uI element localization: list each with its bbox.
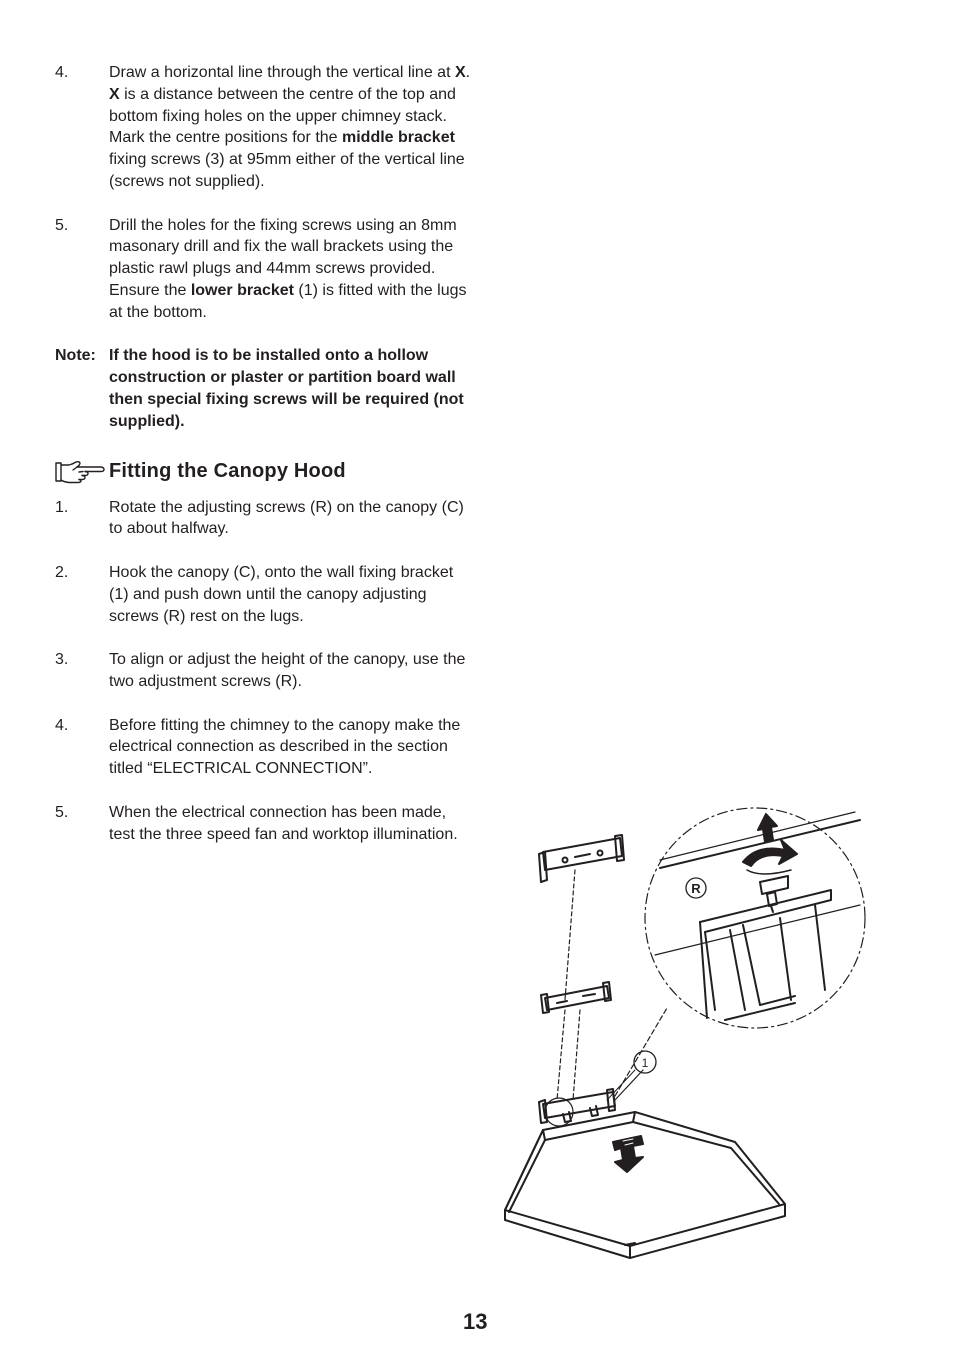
- step-text: is a distance between the centre of the top and bottom fixing holes on the upper chimney stack. Mark the centre positions for the: [109, 85, 456, 147]
- section-heading: [55, 459, 475, 485]
- page-number: 13: [463, 1309, 488, 1334]
- step-text: Hook the canopy (C), onto the wall fixing bracket (1) and push down until the canopy adjusting screws (R) rest on the lugs.: [109, 563, 454, 625]
- canopy-installation-illustration: [495, 800, 875, 1270]
- note: [55, 345, 475, 432]
- step-item: [55, 62, 475, 193]
- step-text: .: [465, 64, 471, 81]
- step-text: To align or adjust the height of the canopy, use the two adjustment screws (R).: [109, 651, 466, 690]
- step-item: [55, 497, 475, 541]
- step-item: [55, 715, 475, 780]
- step-item: [55, 649, 475, 693]
- step-number: 5.: [55, 803, 69, 821]
- step-item: [55, 562, 475, 627]
- note-label: Note:: [55, 347, 96, 365]
- label-1: 1: [641, 1056, 649, 1070]
- upper-chimney-bracket: [539, 835, 624, 882]
- step-number: 1.: [55, 498, 69, 516]
- step-text: Rotate the adjusting screws (R) on the canopy (C) to about halfway.: [109, 498, 464, 538]
- canopy-hood: [505, 1112, 785, 1258]
- step-text: fixing screws (3) at 95mm either of the vertical line (screws not supplied).: [109, 151, 465, 190]
- step-text: When the electrical connection has been made, test the three speed fan and worktop illumination.: [109, 803, 458, 843]
- text-column: [55, 62, 475, 845]
- step-number: 4.: [55, 64, 69, 81]
- step-text-bold: middle bracket: [342, 129, 455, 147]
- detail-zoom: [645, 808, 865, 1028]
- step-text: Before fitting the chimney to the canopy make the electrical connection as described in the section titled “ELECTRICAL CONNECTION”.: [109, 716, 461, 778]
- step-text-bold: X: [454, 64, 466, 81]
- step-text-bold: lower bracket: [190, 281, 294, 299]
- step-text: Draw a horizontal line through the vertical line at: [109, 64, 455, 81]
- step-text: (1) is fitted with the lugs at the bottom.: [109, 281, 467, 321]
- section-title: Fitting the Canopy Hood: [109, 459, 346, 482]
- step-text: Drill the holes for the fixing screws using an 8mm masonary drill and fix the wall brackets using the plastic rawl plugs and 44mm screws provided. Ensure the: [109, 216, 457, 299]
- step-number: 3.: [55, 651, 69, 669]
- middle-bracket: [541, 982, 611, 1013]
- step-number: 5.: [55, 216, 69, 234]
- label-r: R: [691, 881, 701, 896]
- note-text: If the hood is to be installed onto a hollow construction or plaster or partition board wall then special fixing screws will be required (not supplied).: [109, 347, 464, 430]
- steps-list-canopy: [55, 497, 475, 846]
- step-item: [55, 802, 475, 846]
- step-text-bold: X: [109, 85, 120, 103]
- steps-list-wall-brackets: [55, 62, 475, 324]
- step-number: 2.: [55, 563, 69, 581]
- step-item: [55, 215, 475, 324]
- pointing-hand-icon: [55, 460, 105, 484]
- step-number: 4.: [55, 716, 69, 734]
